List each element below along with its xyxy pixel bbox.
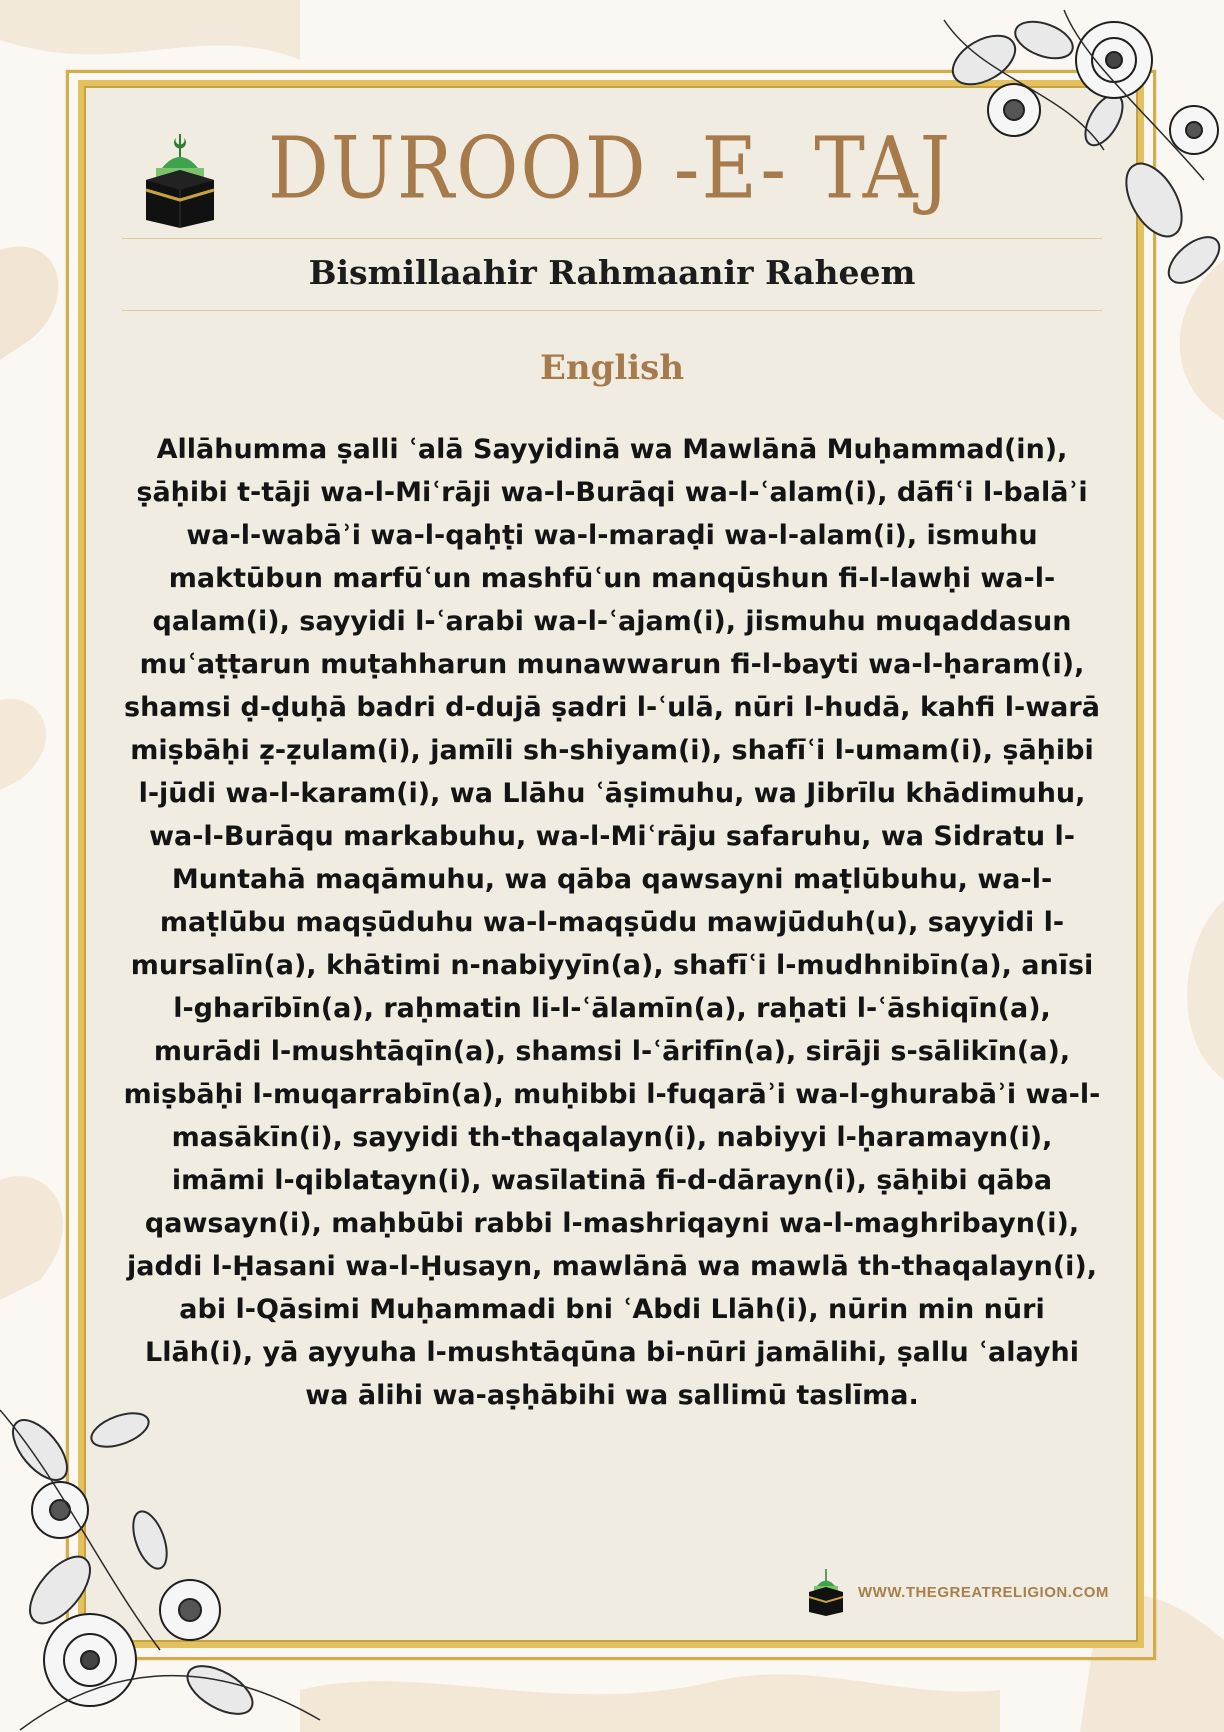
footer: [806, 1566, 1109, 1618]
divider-bottom: [122, 310, 1102, 311]
kaaba-icon: [806, 1566, 846, 1618]
website-url[interactable]: WWW.THEGREATRELIGION.COM: [858, 1583, 1109, 1601]
language-heading: English: [539, 348, 685, 388]
bismillah-heading: Bismillaahir Rahmaanir Raheem: [308, 253, 916, 292]
prayer-text: Allāhumma ṣalli ʿalā Sayyidinā wa Mawlānā Muḥammad(in), ṣāḥibi t-tāji wa-l-Miʿrāji wa-l-Burāqi wa-l-ʿalam(i), dāfiʿi l-balāʾi wa-l-wabāʾi wa-l-qaḥṭi wa-l-maraḍi wa-l-alam(i), ismuhu maktūbun marfūʿun mashfūʿun manqūshun fi-l-lawḥi wa-l-qalam(i), sayyidi l-ʿarabi wa-l-ʿajam(i), jismuhu muqaddasun muʿaṭṭarun muṭahharun munawwarun fi-l-bayti wa-l-ḥaram(i), shamsi ḍ-ḍuḥā badri d-dujā ṣadri l-ʿulā, nūri l-hudā, kahfi l-warā miṣbāḥi ẓ-ẓulam(i), jamīli sh-shiyam(i), shafīʿi l-umam(i), ṣāḥibi l-jūdi wa-l-karam(i), wa Llāhu ʿāṣimuhu, wa Jibrīlu khādimuhu, wa-l-Burāqu markabuhu, wa-l-Miʿrāju safaruhu, wa Sidratu l-Muntahā maqāmuhu, wa qāba qawsayni maṭlūbuhu, wa-l-maṭlūbu maqṣūduhu wa-l-maqṣūdu mawjūduh(u), sayyidi l-mursalīn(a), khātimi n-nabiyyīn(a), shafīʿi l-mudhnibīn(a), anīsi l-gharībīn(a), raḥmatin li-l-ʿālamīn(a), raḥati l-ʿāshiqīn(a), murādi l-mushtāqīn(a), shamsi l-ʿārifīn(a), sirāji s-sālikīn(a), miṣbāḥi l-muqarrabīn(a), muḥibbi l-fuqarāʾi wa-l-ghurabāʾi wa-l-masākīn(i), sayyidi th-thaqalayn(i), nabiyyi l-ḥaramayn(i), imāmi l-qiblatayn(i), wasīlatinā fi-d-dārayn(i), ṣāḥibi qāba qawsayn(i), maḥbūbi rabbi l-mashriqayni wa-l-maghribayn(i), jaddi l-Ḥasani wa-l-Ḥusayn, mawlānā wa mawlā th-thaqalayn(i), abi l-Qāsimi Muḥammadi bni ʿAbdi Llāh(i), nūrin min nūri Llāh(i), yā ayyuha l-mushtāqūna bi-nūri jamālihi, ṣallu ʿalayhi wa ālihi wa-aṣḥābihi wa sallimū taslīma.: [123, 434, 1101, 1411]
divider-top: [122, 238, 1102, 239]
floral-decoration-bottom-left: [0, 1390, 330, 1732]
kaaba-icon: [140, 128, 220, 232]
page-title: DUROOD -E- TAJ: [267, 118, 953, 218]
